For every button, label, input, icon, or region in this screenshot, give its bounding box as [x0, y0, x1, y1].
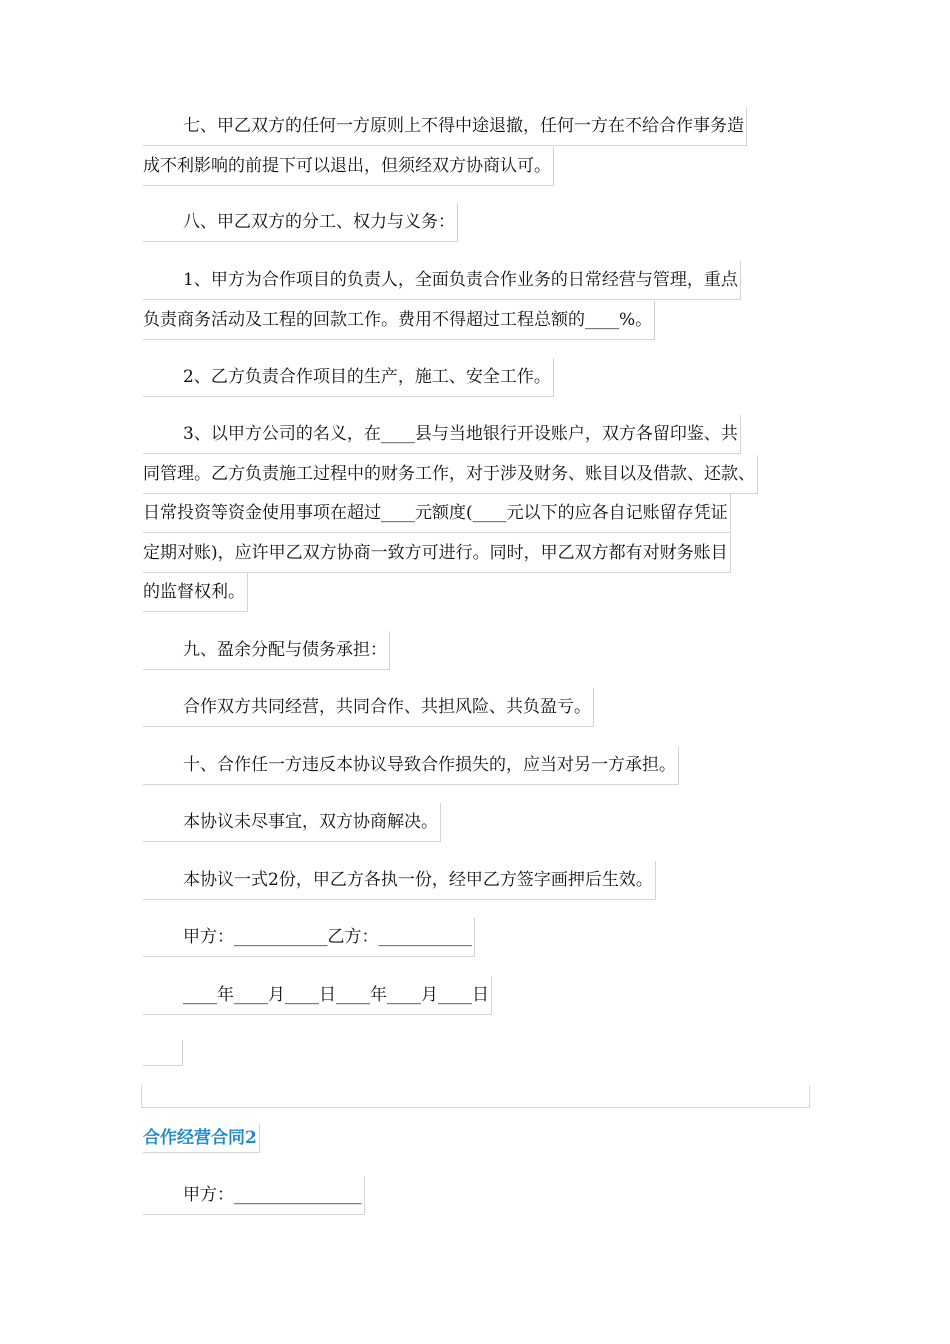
text-line: 九、盈余分配与债务承担：	[143, 631, 390, 670]
page-divider	[141, 1085, 810, 1108]
paragraph-withdrawal	[143, 107, 808, 186]
text-line: 定期对账)，应许甲乙双方协商一致方可进行。同时，甲乙双方都有对财务账目	[143, 534, 731, 573]
text-line: ____年____月____日____年____月____日	[143, 976, 492, 1015]
signature-line	[143, 918, 808, 958]
paragraph-breach	[143, 746, 808, 786]
text-line: 合作双方共同经营，共同合作、共担风险、共负盈亏。	[143, 688, 594, 727]
paragraph-party-a-duties	[143, 261, 808, 340]
text-line: 本协议未尽事宜，双方协商解决。	[143, 803, 441, 842]
paragraph-division-heading	[143, 203, 808, 243]
paragraph-bank-account	[143, 415, 808, 613]
text-line: 3、以甲方公司的名义，在____县与当地银行开设账户，双方各留印鉴、共	[143, 415, 741, 454]
text-line: 八、甲乙双方的分工、权力与义务：	[143, 203, 458, 242]
text-line: 日常投资等资金使用事项在超过____元额度(____元以下的应各自记账留存凭证	[143, 494, 731, 533]
text-line: 的监督权利。	[143, 573, 248, 612]
paragraph-unresolved-matters	[143, 803, 808, 843]
paragraph-shared-risk	[143, 688, 808, 728]
text-line: 负责商务活动及工程的回款工作。费用不得超过工程总额的____%。	[143, 301, 655, 340]
paragraph-party-b-duties	[143, 358, 808, 398]
text-line: 2、乙方负责合作项目的生产，施工、安全工作。	[143, 358, 554, 397]
text-line: 同管理。乙方负责施工过程中的财务工作，对于涉及财务、账目以及借款、还款、	[143, 455, 758, 494]
paragraph-profit-heading	[143, 631, 808, 671]
text-line: 甲方：_______________	[143, 1176, 365, 1215]
empty-paragraph	[143, 1040, 183, 1066]
text-line: 甲方：___________乙方：___________	[143, 918, 475, 957]
date-line	[143, 976, 808, 1016]
text-line: 本协议一式2份，甲乙方各执一份，经甲乙方签字画押后生效。	[143, 861, 656, 900]
party-a-line	[143, 1176, 808, 1216]
text-line: 成不利影响的前提下可以退出，但须经双方协商认可。	[143, 147, 554, 186]
text-line: 十、合作任一方违反本协议导致合作损失的，应当对另一方承担。	[143, 746, 679, 785]
section-title: 合作经营合同2	[143, 1124, 260, 1153]
text-line: 七、甲乙双方的任何一方原则上不得中途退撤，任何一方在不给合作事务造	[143, 107, 747, 146]
text-line: 1、甲方为合作项目的负责人，全面负责合作业务的日常经营与管理，重点	[143, 261, 741, 300]
paragraph-copies	[143, 861, 808, 901]
